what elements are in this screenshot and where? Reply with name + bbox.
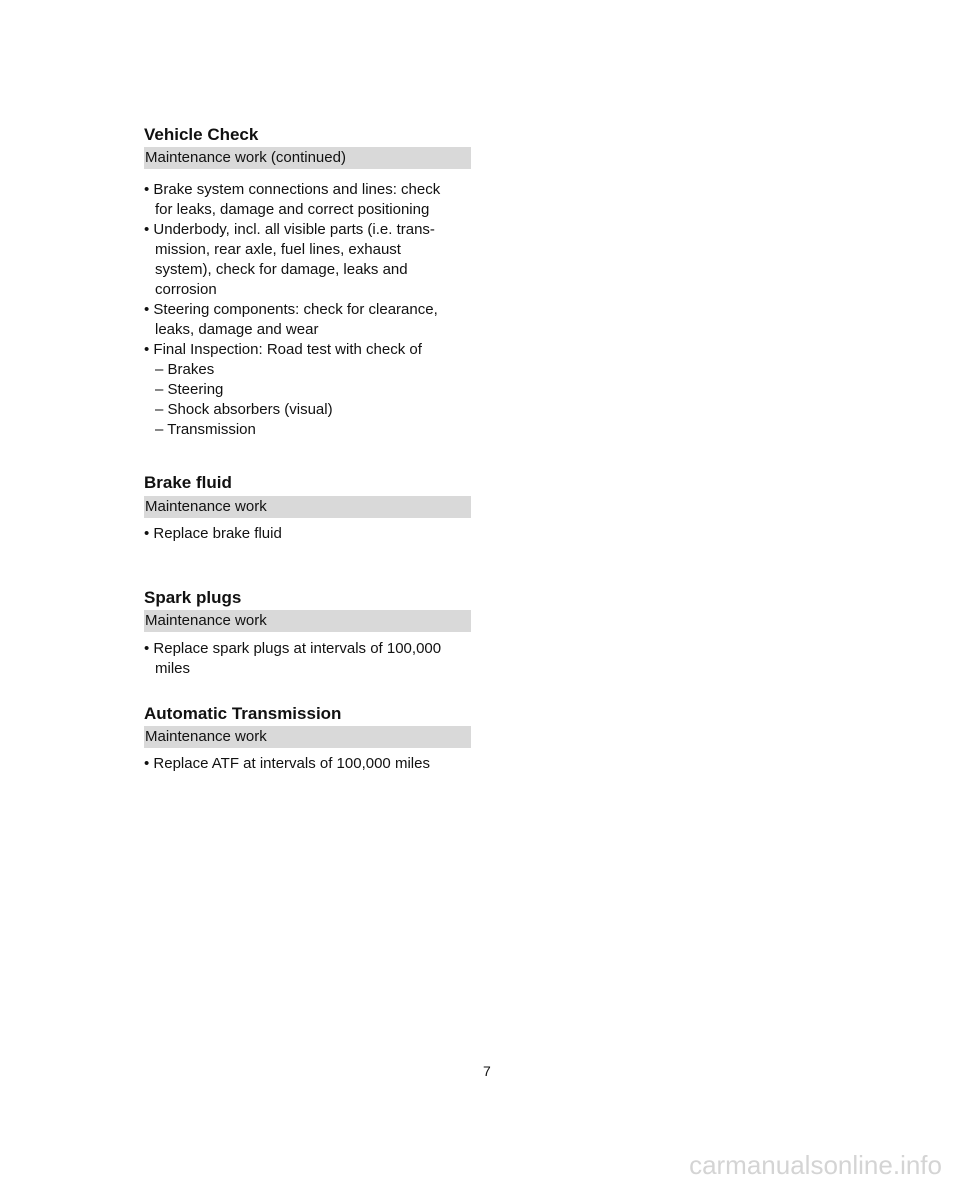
list-item: • Replace brake fluid	[144, 525, 282, 542]
section-band-automatic-transmission: Maintenance work	[144, 726, 471, 748]
section-band-spark-plugs: Maintenance work	[144, 610, 471, 632]
list-item: • Final Inspection: Road test with check of	[144, 341, 422, 358]
list-item: • Steering components: check for clearance,	[144, 301, 438, 318]
list-item: • Replace ATF at intervals of 100,000 miles	[144, 755, 430, 772]
list-item: for leaks, damage and correct positioning	[155, 201, 430, 218]
section-title-spark-plugs: Spark plugs	[144, 588, 242, 607]
watermark: carmanualsonline.info	[689, 1150, 942, 1180]
section-title-automatic-transmission: Automatic Transmission	[144, 704, 342, 723]
list-item: – Shock absorbers (visual)	[155, 401, 333, 418]
list-item: • Replace spark plugs at intervals of 100,000	[144, 640, 442, 657]
list-item: – Transmission	[155, 421, 256, 438]
page-number: 7	[483, 1063, 491, 1079]
list-item: • Underbody, incl. all visible parts (i.e. trans-	[144, 221, 435, 238]
list-item: miles	[155, 660, 191, 677]
list-item: system), check for damage, leaks and	[155, 261, 408, 278]
list-item: • Brake system connections and lines: check	[144, 181, 441, 198]
list-item: corrosion	[155, 281, 217, 298]
section-band-vehicle-check: Maintenance work (continued)	[144, 147, 471, 169]
section-title-vehicle-check: Vehicle Check	[144, 125, 259, 144]
list-item: leaks, damage and wear	[155, 321, 319, 338]
list-item: mission, rear axle, fuel lines, exhaust	[155, 241, 401, 258]
list-item: – Steering	[155, 381, 224, 398]
section-band-brake-fluid: Maintenance work	[144, 496, 471, 518]
list-item: – Brakes	[155, 361, 215, 378]
section-title-brake-fluid: Brake fluid	[144, 473, 232, 492]
